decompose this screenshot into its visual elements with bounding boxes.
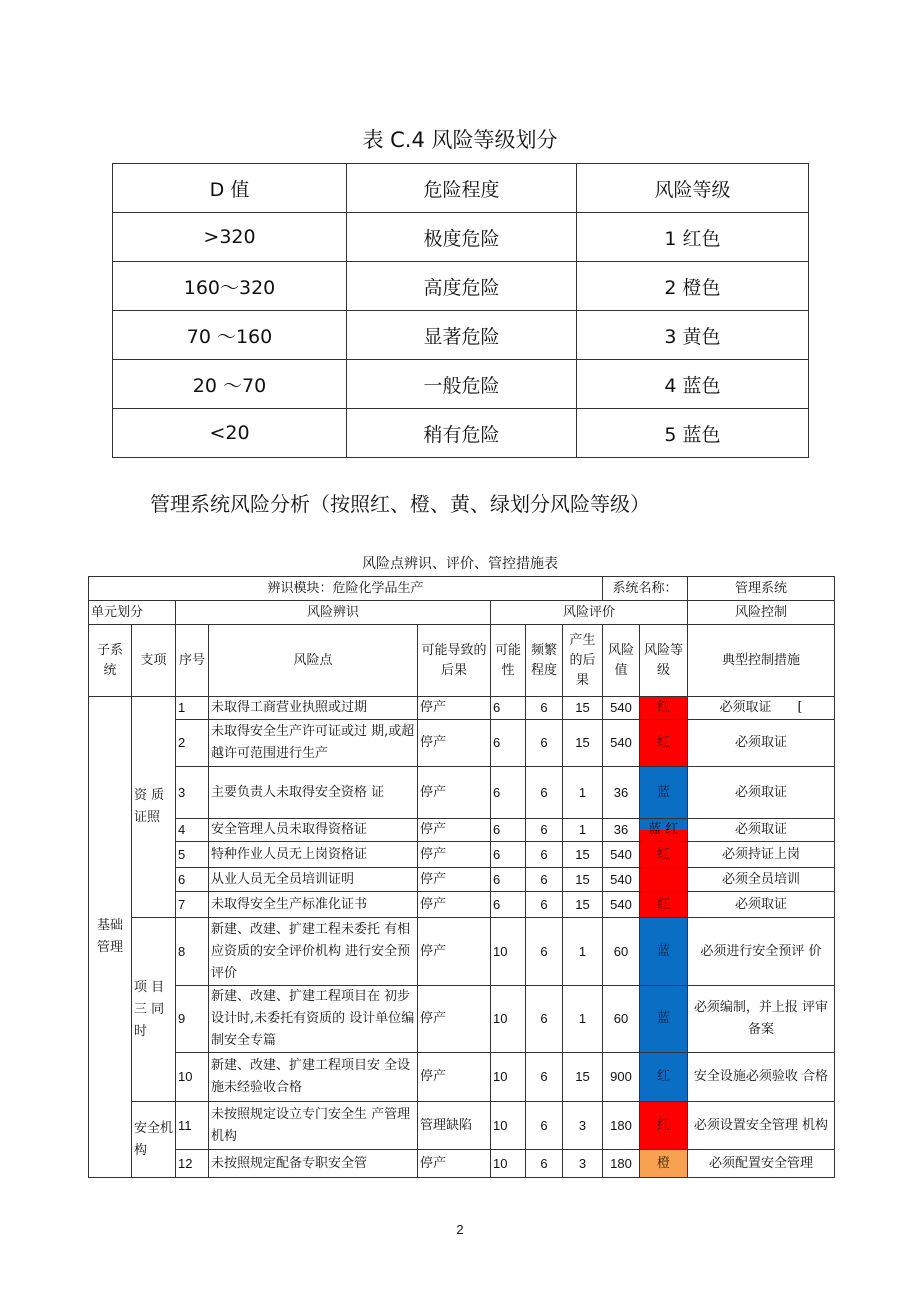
- c4-cell: 1 红色: [577, 213, 809, 262]
- risk-level-cell: [640, 868, 688, 892]
- possibility-cell: 6: [491, 720, 526, 767]
- possibility-cell: 10: [491, 986, 526, 1053]
- severity-cell: 15: [563, 892, 603, 918]
- consequence-cell: 停产: [418, 720, 491, 767]
- severity-cell: 1: [563, 918, 603, 986]
- frequency-cell: 6: [526, 918, 563, 986]
- c4-row: [113, 213, 809, 262]
- severity-cell: 15: [563, 842, 603, 868]
- severity-cell: 1: [563, 819, 603, 842]
- table-row: [89, 1150, 835, 1178]
- measure-cell: 必须编制，并上报 评审备案: [688, 986, 835, 1053]
- possibility-cell: 6: [491, 697, 526, 720]
- risk-point-cell: 新建、改建、扩建工程未委托 有相应资质的安全评价机构 进行安全预评价: [209, 918, 418, 986]
- c4-cell: 3 黄色: [577, 311, 809, 360]
- c4-cell: 显著危险: [347, 311, 577, 360]
- col-seq: 序号: [176, 625, 209, 697]
- measure-cell: 安全设施必须验收 合格: [688, 1053, 835, 1102]
- frequency-cell: 6: [526, 986, 563, 1053]
- severity-cell: 15: [563, 868, 603, 892]
- evaluation-label: 风险评价: [491, 601, 688, 625]
- risk-control-table: [88, 576, 835, 1178]
- measure-cell: 必须全员培训: [688, 868, 835, 892]
- frequency-cell: 6: [526, 819, 563, 842]
- severity-cell: 3: [563, 1150, 603, 1178]
- risk-value-cell: 180: [603, 1150, 640, 1178]
- section-title: 管理系统风险分析（按照红、橙、黄、绿划分风险等级）: [150, 492, 650, 516]
- consequence-cell: 停产: [418, 819, 491, 842]
- table-row: [89, 892, 835, 918]
- col-risk-value: 风险值: [603, 625, 640, 697]
- frequency-cell: 6: [526, 868, 563, 892]
- consequence-cell: 停产: [418, 892, 491, 918]
- consequence-cell: 停产: [418, 868, 491, 892]
- col-subsystem: 子系统: [89, 625, 132, 697]
- table-row: [89, 819, 835, 842]
- c4-cell: 5 蓝色: [577, 409, 809, 458]
- frequency-cell: 6: [526, 1150, 563, 1178]
- unit-label: 单元划分: [89, 601, 176, 625]
- possibility-cell: 6: [491, 892, 526, 918]
- identification-label: 风险辨识: [176, 601, 491, 625]
- risk-value-cell: 180: [603, 1102, 640, 1150]
- frequency-cell: 6: [526, 892, 563, 918]
- risk-point-cell: 未按照规定配备专职安全管: [209, 1150, 418, 1178]
- risk-point-cell: 未取得安全生产标准化证书: [209, 892, 418, 918]
- col-item: 支项: [132, 625, 176, 697]
- col-frequency: 频繁程度: [526, 625, 563, 697]
- severity-cell: 3: [563, 1102, 603, 1150]
- c4-cell: 2 橙色: [577, 262, 809, 311]
- risk-point-cell: 未按照规定设立专门安全生 产管理机构: [209, 1102, 418, 1150]
- group-safety-org: 安全机构: [132, 1102, 176, 1178]
- control-label: 风险控制: [688, 601, 835, 625]
- risk-point-cell: 未取得安全生产许可证或过 期,或超越许可范围进行生产: [209, 720, 418, 767]
- risk-level-cell: 红: [640, 1102, 688, 1150]
- risk-value-cell: 60: [603, 986, 640, 1053]
- possibility-cell: 6: [491, 767, 526, 819]
- risk-value-cell: 540: [603, 697, 640, 720]
- c4-row: [113, 409, 809, 458]
- table-row: [89, 1102, 835, 1150]
- c4-cell: 4 蓝色: [577, 360, 809, 409]
- c4-cell: >320: [113, 213, 347, 262]
- measure-cell: 必须进行安全预评 价: [688, 918, 835, 986]
- measure-cell: 必须取证: [688, 892, 835, 918]
- risk-level-cell: 红: [640, 720, 688, 767]
- frequency-cell: 6: [526, 767, 563, 819]
- table-row: [89, 767, 835, 819]
- measure-cell: 必须持证上岗: [688, 842, 835, 868]
- risk-level-cell: 蓝 红: [640, 819, 688, 842]
- consequence-cell: 管理缺陷: [418, 1102, 491, 1150]
- table-c4-title: 表 C.4 风险等级划分: [362, 128, 558, 152]
- col-possibility: 可能性: [491, 625, 526, 697]
- c4-cell: 高度危险: [347, 262, 577, 311]
- c4-header-cell: 危险程度: [347, 164, 577, 213]
- table-row: [89, 868, 835, 892]
- frequency-cell: 6: [526, 842, 563, 868]
- subsystem-cell: 基础管理: [89, 697, 132, 1178]
- risk-value-cell: 900: [603, 1053, 640, 1102]
- risk-level-cell: 红: [640, 1053, 688, 1102]
- system-value: 管理系统: [688, 577, 835, 601]
- table-row: [89, 918, 835, 986]
- risk-value-cell: 540: [603, 720, 640, 767]
- frequency-cell: 6: [526, 1102, 563, 1150]
- col-severity: 产生的后果: [563, 625, 603, 697]
- seq-cell: 1: [176, 697, 209, 720]
- c4-cell: 70 ～160: [113, 311, 347, 360]
- table-row: [89, 697, 835, 720]
- possibility-cell: 6: [491, 868, 526, 892]
- seq-cell: 8: [176, 918, 209, 986]
- col-risk-point: 风险点: [209, 625, 418, 697]
- risk-level-cell: 蓝: [640, 918, 688, 986]
- risk-point-cell: 主要负责人未取得安全资格 证: [209, 767, 418, 819]
- severity-cell: 1: [563, 767, 603, 819]
- possibility-cell: 6: [491, 842, 526, 868]
- group-three-same: 项 目三 同时: [132, 918, 176, 1102]
- table-row: [89, 842, 835, 868]
- seq-cell: 11: [176, 1102, 209, 1150]
- possibility-cell: 6: [491, 819, 526, 842]
- risk-point-cell: 新建、改建、扩建工程项目在 初步设计时,未委托有资质的 设计单位编制安全专篇: [209, 986, 418, 1053]
- c4-header-cell: 风险等级: [577, 164, 809, 213]
- severity-cell: 1: [563, 986, 603, 1053]
- risk-level-cell: 橙: [640, 1150, 688, 1178]
- severity-cell: 15: [563, 697, 603, 720]
- measure-cell: 必须取证: [688, 819, 835, 842]
- risk-value-cell: 36: [603, 767, 640, 819]
- frequency-cell: 6: [526, 720, 563, 767]
- severity-cell: 15: [563, 720, 603, 767]
- seq-cell: 3: [176, 767, 209, 819]
- col-measures: 典型控制措施: [688, 625, 835, 697]
- consequence-cell: 停产: [418, 986, 491, 1053]
- c4-cell: 20 ～70: [113, 360, 347, 409]
- seq-cell: 9: [176, 986, 209, 1053]
- risk-point-cell: 未取得工商营业执照或过期: [209, 697, 418, 720]
- consequence-cell: 停产: [418, 1053, 491, 1102]
- seq-cell: 5: [176, 842, 209, 868]
- table-row: [89, 1053, 835, 1102]
- frequency-cell: 6: [526, 697, 563, 720]
- risk-value-cell: 36: [603, 819, 640, 842]
- measure-cell: 必须取证 [: [688, 697, 835, 720]
- risk-value-cell: 540: [603, 892, 640, 918]
- consequence-cell: 停产: [418, 842, 491, 868]
- c4-cell: 160～320: [113, 262, 347, 311]
- risk-level-cell: 蓝: [640, 986, 688, 1053]
- severity-cell: 15: [563, 1053, 603, 1102]
- c4-row: [113, 311, 809, 360]
- measure-cell: 必须配置安全管理: [688, 1150, 835, 1178]
- seq-cell: 6: [176, 868, 209, 892]
- consequence-cell: 停产: [418, 1150, 491, 1178]
- seq-cell: 12: [176, 1150, 209, 1178]
- risk-point-cell: 从业人员无全员培训证明: [209, 868, 418, 892]
- c4-cell: 稍有危险: [347, 409, 577, 458]
- risk-point-cell: 特种作业人员无上岗资格证: [209, 842, 418, 868]
- table-row: [89, 720, 835, 767]
- measure-cell: 必须设置安全管理 机构: [688, 1102, 835, 1150]
- table-row: [89, 986, 835, 1053]
- risk-point-cell: 安全管理人员未取得资格证: [209, 819, 418, 842]
- risk-value-cell: 540: [603, 868, 640, 892]
- risk-point-cell: 新建、改建、扩建工程项目安 全设施未经验收合格: [209, 1053, 418, 1102]
- risk-level-cell: 蓝: [640, 767, 688, 819]
- risk-level-table: [112, 163, 809, 458]
- page-number: 2: [456, 1222, 464, 1237]
- risk-level-cell: 红: [640, 842, 688, 868]
- seq-cell: 7: [176, 892, 209, 918]
- group-qualification: 资 质证照: [132, 697, 176, 918]
- consequence-cell: 停产: [418, 767, 491, 819]
- seq-cell: 10: [176, 1053, 209, 1102]
- col-risk-level: 风险等级: [640, 625, 688, 697]
- consequence-cell: 停产: [418, 918, 491, 986]
- seq-cell: 2: [176, 720, 209, 767]
- risk-level-cell: 红: [640, 892, 688, 918]
- module-label: 辨识模块：危险化学品生产: [89, 577, 603, 601]
- risk-value-cell: 540: [603, 842, 640, 868]
- c4-cell: <20: [113, 409, 347, 458]
- c4-row: [113, 360, 809, 409]
- possibility-cell: 10: [491, 918, 526, 986]
- c4-cell: 一般危险: [347, 360, 577, 409]
- possibility-cell: 10: [491, 1053, 526, 1102]
- c4-row: [113, 262, 809, 311]
- possibility-cell: 10: [491, 1150, 526, 1178]
- measure-cell: 必须取证: [688, 720, 835, 767]
- system-label: 系统名称：: [603, 577, 688, 601]
- c4-cell: 极度危险: [347, 213, 577, 262]
- consequence-cell: 停产: [418, 697, 491, 720]
- measure-cell: 必须取证: [688, 767, 835, 819]
- seq-cell: 4: [176, 819, 209, 842]
- c4-header-cell: D 值: [113, 164, 347, 213]
- risk-level-cell: 红: [640, 697, 688, 720]
- risk-table-caption: 风险点辨识、评价、管控措施表: [362, 556, 558, 572]
- frequency-cell: 6: [526, 1053, 563, 1102]
- possibility-cell: 10: [491, 1102, 526, 1150]
- risk-value-cell: 60: [603, 918, 640, 986]
- col-consequence: 可能导致的后果: [418, 625, 491, 697]
